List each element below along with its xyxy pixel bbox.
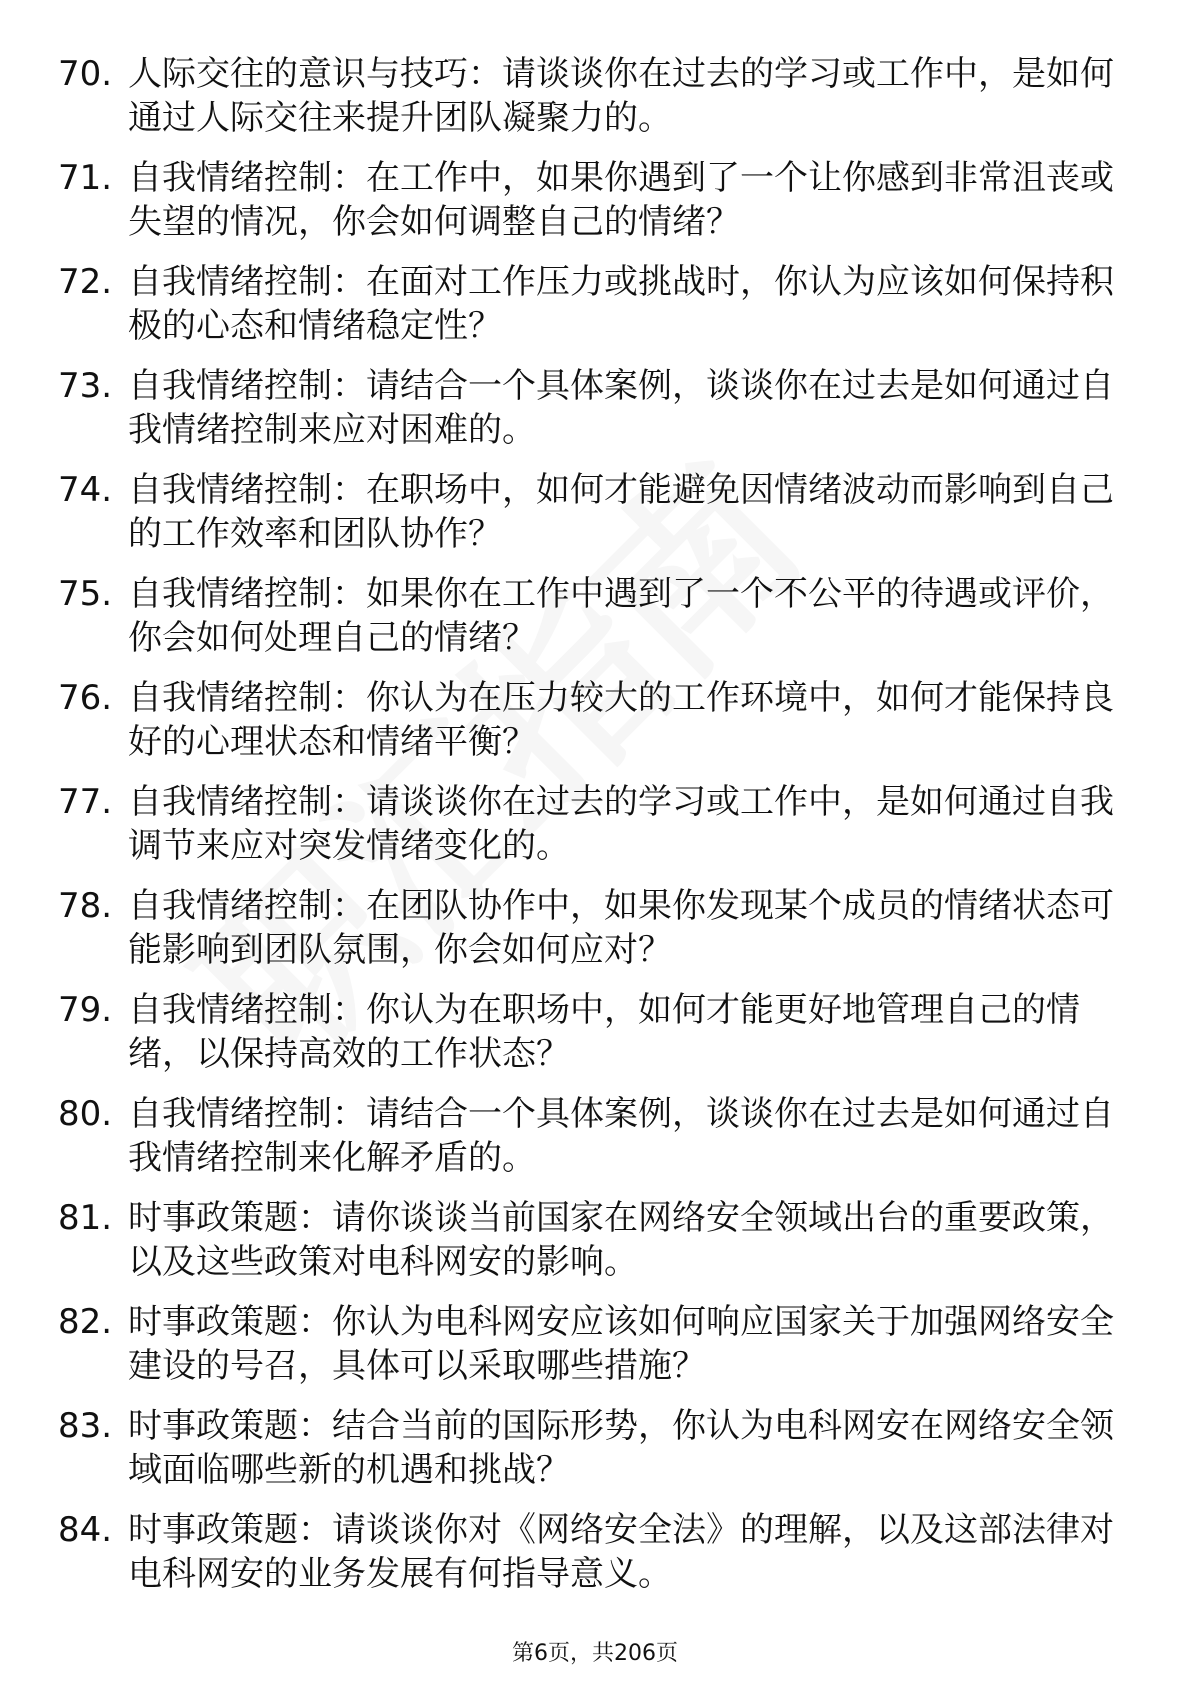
question-number: 78. bbox=[58, 886, 113, 926]
question-text: 时事政策题：结合当前的国际形势，你认为电科网安在网络安全领域面临哪些新的机遇和挑战？ bbox=[128, 1406, 1114, 1490]
question-item-70 bbox=[58, 52, 1118, 156]
question-number: 75. bbox=[58, 574, 113, 614]
question-text: 自我情绪控制：在面对工作压力或挑战时，你认为应该如何保持积极的心态和情绪稳定性？ bbox=[128, 262, 1114, 346]
question-text: 自我情绪控制：在工作中，如果你遇到了一个让你感到非常沮丧或失望的情况，你会如何调整自己的情绪？ bbox=[128, 158, 1114, 242]
question-text: 人际交往的意识与技巧：请谈谈你在过去的学习或工作中，是如何通过人际交往来提升团队凝聚力的。 bbox=[128, 54, 1114, 138]
question-number: 76. bbox=[58, 678, 113, 718]
question-list bbox=[58, 52, 1118, 1612]
question-number: 80. bbox=[58, 1094, 113, 1134]
question-number: 77. bbox=[58, 782, 113, 822]
question-text: 时事政策题：请你谈谈当前国家在网络安全领域出台的重要政策，以及这些政策对电科网安的影响。 bbox=[128, 1198, 1114, 1282]
question-item-84 bbox=[58, 1508, 1118, 1612]
question-text: 自我情绪控制：请结合一个具体案例，谈谈你在过去是如何通过自我情绪控制来应对困难的。 bbox=[128, 366, 1114, 450]
question-item-82 bbox=[58, 1300, 1118, 1404]
question-number: 71. bbox=[58, 158, 113, 198]
question-number: 81. bbox=[58, 1198, 113, 1238]
question-item-78 bbox=[58, 884, 1118, 988]
question-text: 自我情绪控制：你认为在职场中，如何才能更好地管理自己的情绪，以保持高效的工作状态？ bbox=[128, 990, 1080, 1074]
question-number: 79. bbox=[58, 990, 113, 1030]
question-text: 时事政策题：你认为电科网安应该如何响应国家关于加强网络安全建设的号召，具体可以采取哪些措施？ bbox=[128, 1302, 1114, 1386]
question-text: 自我情绪控制：请结合一个具体案例，谈谈你在过去是如何通过自我情绪控制来化解矛盾的。 bbox=[128, 1094, 1114, 1178]
question-item-79 bbox=[58, 988, 1118, 1092]
question-item-77 bbox=[58, 780, 1118, 884]
question-number: 82. bbox=[58, 1302, 113, 1342]
question-item-74 bbox=[58, 468, 1118, 572]
question-number: 72. bbox=[58, 262, 113, 302]
question-number: 70. bbox=[58, 54, 113, 94]
question-number: 74. bbox=[58, 470, 113, 510]
question-item-75 bbox=[58, 572, 1118, 676]
question-text: 自我情绪控制：如果你在工作中遇到了一个不公平的待遇或评价，你会如何处理自己的情绪？ bbox=[128, 574, 1114, 658]
question-text: 自我情绪控制：在职场中，如何才能避免因情绪波动而影响到自己的工作效率和团队协作？ bbox=[128, 470, 1114, 554]
page-footer: 第6页，共206页 bbox=[512, 1641, 678, 1666]
question-item-81 bbox=[58, 1196, 1118, 1300]
question-item-71 bbox=[58, 156, 1118, 260]
question-text: 自我情绪控制：请谈谈你在过去的学习或工作中，是如何通过自我调节来应对突发情绪变化的。 bbox=[128, 782, 1114, 866]
question-item-83 bbox=[58, 1404, 1118, 1508]
question-item-72 bbox=[58, 260, 1118, 364]
question-text: 自我情绪控制：你认为在压力较大的工作环境中，如何才能保持良好的心理状态和情绪平衡？ bbox=[128, 678, 1114, 762]
question-number: 73. bbox=[58, 366, 113, 406]
question-number: 83. bbox=[58, 1406, 113, 1446]
question-item-76 bbox=[58, 676, 1118, 780]
question-item-73 bbox=[58, 364, 1118, 468]
question-text: 时事政策题：请谈谈你对《网络安全法》的理解，以及这部法律对电科网安的业务发展有何指导意义。 bbox=[128, 1510, 1114, 1594]
question-number: 84. bbox=[58, 1510, 113, 1550]
question-text: 自我情绪控制：在团队协作中，如果你发现某个成员的情绪状态可能影响到团队氛围，你会如何应对？ bbox=[128, 886, 1114, 970]
question-item-80 bbox=[58, 1092, 1118, 1196]
